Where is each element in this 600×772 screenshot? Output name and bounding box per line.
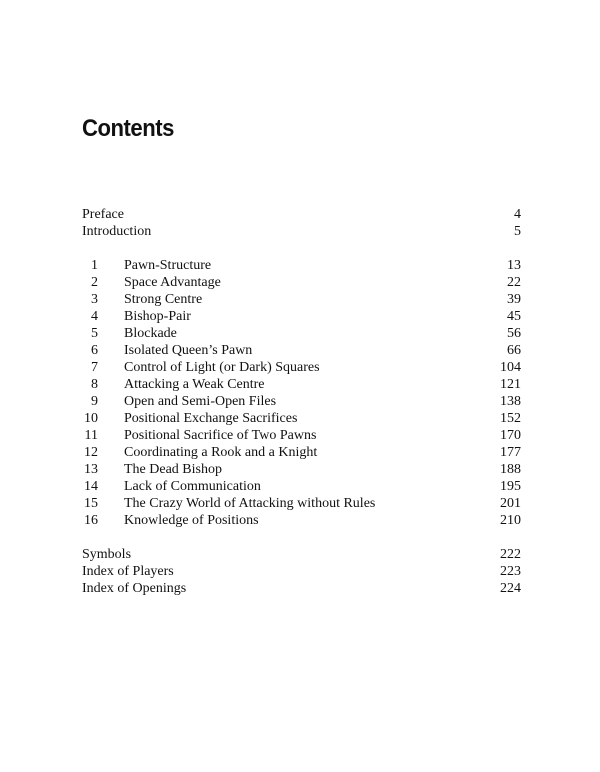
- chapter-page: 210: [500, 513, 521, 528]
- toc-chapter-10: [82, 410, 521, 427]
- chapter-page: 66: [507, 343, 521, 358]
- chapter-page: 56: [507, 326, 521, 341]
- toc-chapter-2: [82, 274, 521, 291]
- chapter-title: Strong Centre: [124, 292, 203, 307]
- chapter-number: 9: [91, 394, 98, 409]
- toc-chapter-1: [82, 257, 521, 274]
- chapter-title: Positional Sacrifice of Two Pawns: [124, 428, 317, 443]
- chapter-page: 138: [500, 394, 521, 409]
- chapter-page: 22: [507, 275, 521, 290]
- chapter-page: 13: [507, 258, 521, 273]
- toc-chapter-11: [82, 427, 521, 444]
- toc-entry-index-of-openings: [82, 580, 521, 597]
- page-title: Contents: [82, 115, 174, 142]
- chapter-number: 15: [84, 496, 98, 511]
- chapter-page: 188: [500, 462, 521, 477]
- chapter-title: Space Advantage: [124, 275, 221, 290]
- chapter-title: Isolated Queen’s Pawn: [124, 343, 253, 358]
- chapter-title: The Crazy World of Attacking without Rules: [124, 496, 376, 511]
- chapter-number: 16: [84, 513, 98, 528]
- toc-entry-symbols: [82, 546, 521, 563]
- chapter-page: 39: [507, 292, 521, 307]
- chapter-title: Positional Exchange Sacrifices: [124, 411, 298, 426]
- chapter-title: Open and Semi-Open Files: [124, 394, 277, 409]
- chapter-number: 8: [91, 377, 98, 392]
- toc-entry-index-of-players: [82, 563, 521, 580]
- chapter-number: 14: [84, 479, 98, 494]
- chapter-page: 170: [500, 428, 521, 443]
- toc-entry-page: 223: [500, 564, 521, 579]
- chapter-number: 12: [84, 445, 98, 460]
- toc-entry-label: Index of Openings: [82, 581, 187, 596]
- toc-entry-label: Preface: [82, 207, 124, 222]
- toc-entry-label: Introduction: [82, 224, 152, 239]
- chapter-number: 13: [84, 462, 98, 477]
- toc-chapter-16: [82, 512, 521, 529]
- chapter-title: Knowledge of Positions: [124, 513, 259, 528]
- chapter-number: 6: [91, 343, 98, 358]
- chapter-title: Coordinating a Rook and a Knight: [124, 445, 318, 460]
- toc-chapter-15: [82, 495, 521, 512]
- chapter-page: 195: [500, 479, 521, 494]
- chapter-title: Bishop-Pair: [124, 309, 191, 324]
- chapter-title: Control of Light (or Dark) Squares: [124, 360, 320, 375]
- toc-entry-page: 5: [514, 224, 521, 239]
- toc-entry-page: 222: [500, 547, 521, 562]
- toc-entry-introduction: [82, 223, 521, 240]
- toc-back-matter: [82, 546, 521, 597]
- toc-chapter-6: [82, 342, 521, 359]
- chapter-number: 10: [84, 411, 98, 426]
- chapter-number: 7: [91, 360, 98, 375]
- chapter-number: 1: [91, 258, 98, 273]
- toc-chapter-13: [82, 461, 521, 478]
- chapter-page: 201: [500, 496, 521, 511]
- chapter-page: 152: [500, 411, 521, 426]
- toc-entry-label: Symbols: [82, 547, 132, 562]
- toc-chapters: [82, 257, 521, 529]
- chapter-number: 5: [91, 326, 98, 341]
- chapter-title: Attacking a Weak Centre: [124, 377, 265, 392]
- toc-chapter-4: [82, 308, 521, 325]
- toc-chapter-5: [82, 325, 521, 342]
- toc-chapter-8: [82, 376, 521, 393]
- toc-chapter-9: [82, 393, 521, 410]
- toc-entry-page: 4: [514, 207, 521, 222]
- toc-chapter-12: [82, 444, 521, 461]
- chapter-page: 45: [507, 309, 521, 324]
- chapter-page: 177: [500, 445, 521, 460]
- chapter-number: 3: [91, 292, 98, 307]
- chapter-number: 11: [84, 428, 98, 443]
- toc-entry-label: Index of Players: [82, 564, 174, 579]
- chapter-title: Lack of Communication: [124, 479, 261, 494]
- chapter-number: 4: [91, 309, 98, 324]
- toc-entry-page: 224: [500, 581, 521, 596]
- toc-front-matter: [82, 206, 521, 240]
- toc-entry-preface: [82, 206, 521, 223]
- toc-chapter-3: [82, 291, 521, 308]
- chapter-title: The Dead Bishop: [124, 462, 222, 477]
- chapter-title: Blockade: [124, 326, 177, 341]
- chapter-page: 104: [500, 360, 521, 375]
- chapter-title: Pawn-Structure: [124, 258, 212, 273]
- toc-chapter-14: [82, 478, 521, 495]
- toc-chapter-7: [82, 359, 521, 376]
- chapter-number: 2: [91, 275, 98, 290]
- chapter-page: 121: [500, 377, 521, 392]
